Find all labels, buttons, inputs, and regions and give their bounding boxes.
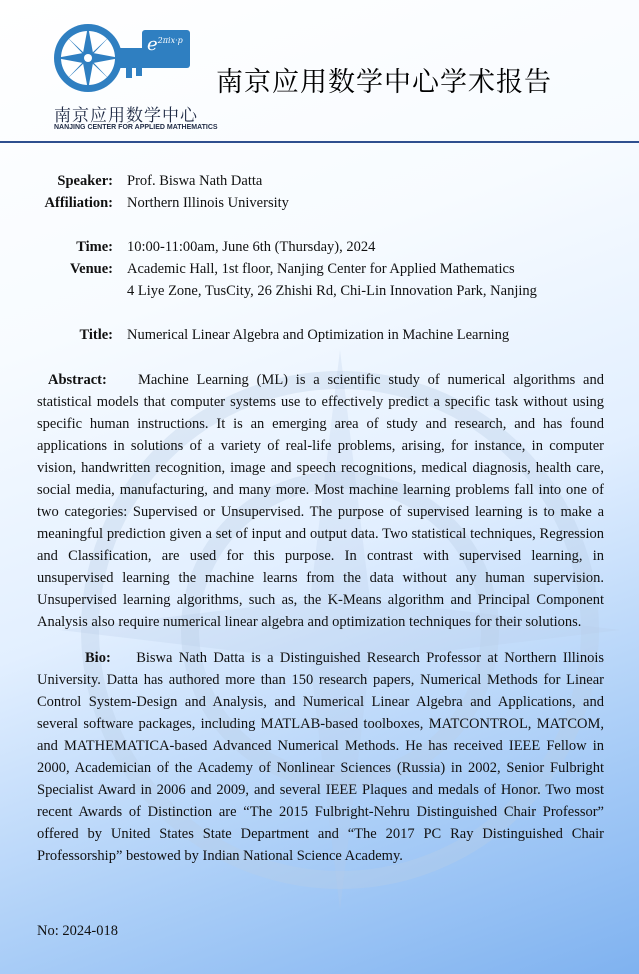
header (0, 0, 639, 145)
affiliation-value: Northern Illinois University (127, 195, 289, 211)
venue-line1: Academic Hall, 1st floor, Nanjing Center for Applied Mathematics (127, 261, 515, 277)
affiliation-label: Affiliation: (44, 195, 113, 211)
bio-label: Bio: (85, 650, 111, 666)
bio-text: Biswa Nath Datta is a Distinguished Research Professor at Northern Illinois University. Datta has authored more than 150 research papers, Numerical Methods for Linear Control System-Design and Analysis, and Numerical Linear Algebra and Applications, and several software packages, including MATLAB-based toolboxes, MATCONTROL, MATCOM, and MATHEMATICA-based Advanced Numerical Methods. He has received IEEE Fellow in 2000, Academician of the Academy of Nonlinear Sciences (Russia) in 2002, Senior Fulbright Specialist Award in 2006 and 2009, and several IEEE Plaques and medals of Honor. Two most recent Awards of Distinction are “The 2015 Fulbright-Nehru Distinguished Chair Professor” offered by United States State Department and “The 2017 PC Ray Distinguished Chair Professorship” bestowed by Indian National Science Academy. (37, 650, 604, 864)
document-number: No: 2024-018 (37, 923, 118, 939)
logo-text-en: NANJING CENTER FOR APPLIED MATHEMATICS (54, 124, 218, 131)
page-title: 南京应用数学中心学术报告 (216, 67, 552, 98)
abstract-paragraph (37, 369, 604, 633)
speaker-label: Speaker: (57, 173, 113, 189)
title-label: Title: (79, 327, 113, 343)
venue-line2: 4 Liye Zone, TusCity, 26 Zhishi Rd, Chi-Lin Innovation Park, Nanjing (127, 283, 537, 299)
logo-text-cn: 南京应用数学中心 (54, 106, 198, 126)
header-divider (0, 141, 639, 143)
abstract-text: Machine Learning (ML) is a scientific study of numerical algorithms and statistical models that computer systems use to effectively predict a specific task without using specific human instructions. It is an emerging area of study and research, and has found applications in solutions of a variety of real-life problems, arising, for instance, in computer vision, handwritten recognition, image and speech recognitions, medical diagnosis, health care, social media, manufacturing, and many more. Most machine learning problems fall into one of two categories: Supervised or Unsupervised. The purpose of supervised learning is to make a meaningful prediction given a set of input and output data. Two statistical techniques, Regression and Classification, are used for this purpose. In contrast with supervised learning, in unsupervised learning the machine learns from the data without any human supervision. Unsupervised learning algorithms, such as, the K-Means algorithm and Principal Component Analysis also require numerical linear algebra and optimization techniques for their solutions. (37, 372, 604, 630)
bio-paragraph (37, 647, 604, 867)
speaker-value: Prof. Biswa Nath Datta (127, 173, 263, 189)
venue-label: Venue: (70, 261, 113, 277)
time-value: 10:00-11:00am, June 6th (Thursday), 2024 (127, 239, 376, 255)
time-label: Time: (76, 239, 113, 255)
title-value: Numerical Linear Algebra and Optimization in Machine Learning (127, 327, 510, 343)
abstract-label: Abstract: (48, 372, 107, 388)
logo-formula: $e^{2\pi ix\cdot p}$ (147, 34, 183, 55)
